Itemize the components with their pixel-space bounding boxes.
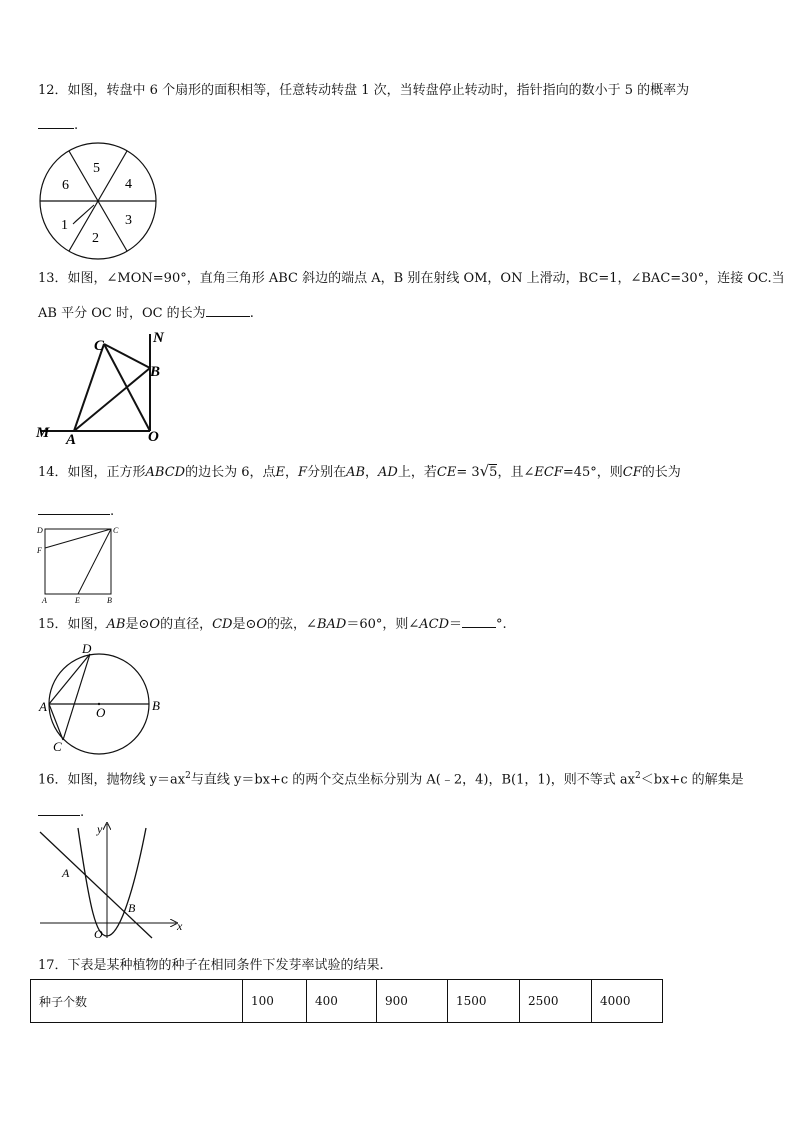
q13-stem-1: 13．如图，∠MON=90°，直角三角形 ABC 斜边的端点 A，B 别在射线 OM，ON 上滑动，BC=1，∠BAC=30°，连接 OC.当 xyxy=(38,271,785,286)
q13-label-O: O xyxy=(148,429,159,445)
q15-part: 的弦，∠ xyxy=(267,617,317,632)
q14-part: 的长为 xyxy=(641,465,681,480)
sector-label-6: 6 xyxy=(62,178,69,193)
q16-label-A: A xyxy=(62,866,70,880)
table-cell: 400 xyxy=(307,980,377,1023)
q14-label-E: E xyxy=(75,596,80,605)
q14-label-F: F xyxy=(37,546,42,555)
q14-part: ， xyxy=(365,465,379,480)
q14-label-A: A xyxy=(42,596,47,605)
q13-label-M: M xyxy=(36,425,50,441)
q13-stem-2: AB 平分 OC 时，OC 的长为 xyxy=(38,306,206,321)
sector-label-4: 4 xyxy=(125,177,132,192)
q14-label-C: C xyxy=(113,526,119,535)
q16-label-B: B xyxy=(128,901,136,915)
table-header-cell: 种子个数 xyxy=(31,980,243,1023)
q14-point-f: F xyxy=(298,465,308,480)
table-cell: 4000 xyxy=(592,980,663,1023)
sector-label-1: 1 xyxy=(61,218,68,233)
q13-triangle-figure xyxy=(34,330,174,446)
q16-text xyxy=(38,767,744,789)
q15-answer-blank[interactable] xyxy=(462,613,496,628)
q15-part: 15．如图， xyxy=(38,617,107,632)
q16-answer-blank[interactable] xyxy=(38,801,80,816)
q15-label-B: B xyxy=(152,698,160,713)
q14-part: ，且∠ xyxy=(497,465,535,480)
q14-side-ab: AB xyxy=(346,465,366,480)
q14-answer-line xyxy=(38,500,114,521)
q14-label-B: B xyxy=(107,596,112,605)
q14-answer-blank[interactable] xyxy=(38,500,110,515)
q12-spinner-figure xyxy=(36,142,160,262)
q13-label-B: B xyxy=(150,364,161,380)
q16-exponent: 2 xyxy=(185,771,191,781)
q15-circle-o: O xyxy=(256,617,268,632)
q14-side-ad: AD xyxy=(378,465,398,480)
table-cell: 100 xyxy=(243,980,307,1023)
q15-part: 是⊙ xyxy=(232,617,257,632)
q15-label-C: C xyxy=(53,739,62,754)
q16-graph-figure xyxy=(34,820,194,944)
q14-part: 的边长为 6，点 xyxy=(185,465,276,480)
q16-part: ＜bx+c 的解集是 xyxy=(640,772,744,788)
q14-point-e: E xyxy=(275,465,286,480)
q13-label-A: A xyxy=(66,432,77,446)
q16-part: 16．如图，抛物线 y＝ax xyxy=(38,772,186,788)
q15-angle-acd: ACD xyxy=(419,617,450,632)
sector-label-5: 5 xyxy=(93,161,100,176)
q14-text xyxy=(38,462,681,482)
q15-label-O: O xyxy=(96,705,106,720)
q15-chord-cd: CD xyxy=(212,617,233,632)
q13-text-line1 xyxy=(38,270,785,288)
q14-segment-cf: CF xyxy=(622,465,642,480)
q14-radicand: 5 xyxy=(489,465,498,480)
q15-part: 的直径， xyxy=(160,617,213,632)
q14-square-figure xyxy=(34,522,124,606)
q13-answer-blank[interactable] xyxy=(206,302,250,317)
q14-square-name: ABCD xyxy=(145,465,186,480)
q14-part: ， xyxy=(285,465,299,480)
q13-text-line2 xyxy=(38,302,254,323)
q15-part: ＝ xyxy=(449,617,463,632)
q15-diameter-ab: AB xyxy=(106,617,126,632)
q16-exponent: 2 xyxy=(634,771,641,781)
sqrt-symbol: √ xyxy=(479,462,490,480)
q12-stem: 12．如图，转盘中 6 个扇形的面积相等，任意转动转盘 1 次，当转盘停止转动时，指针指向的数小于 5 的概率为 xyxy=(38,83,690,98)
q14-segment-ce: CE xyxy=(436,465,457,480)
table-cell: 900 xyxy=(377,980,448,1023)
q16-part: 与直线 y＝bx+c 的两个交点坐标分别为 A(﹣2，4)，B(1，1)，则不等式 ax xyxy=(190,772,635,788)
q13-end: . xyxy=(249,306,254,321)
q15-label-A: A xyxy=(39,699,47,714)
q14-part: = 3 xyxy=(456,465,480,480)
q15-circle-o: O xyxy=(149,617,161,632)
q16-label-x: x xyxy=(177,919,183,933)
table-row xyxy=(31,980,663,1023)
parabola xyxy=(78,828,146,936)
q16-answer-line xyxy=(38,801,84,822)
sector-label-3: 3 xyxy=(125,213,132,228)
q16-end: . xyxy=(80,805,85,820)
q12-text xyxy=(38,82,689,100)
q15-end: °. xyxy=(496,617,507,632)
q12-answer-blank[interactable] xyxy=(38,114,74,129)
table-cell: 2500 xyxy=(520,980,592,1023)
table-cell: 1500 xyxy=(448,980,520,1023)
q15-circle-figure xyxy=(36,640,166,756)
q14-part: 14．如图，正方形 xyxy=(38,465,146,480)
q15-part: 是⊙ xyxy=(125,617,150,632)
q15-part: ＝60°，则∠ xyxy=(346,617,420,632)
q13-label-N: N xyxy=(153,330,164,346)
q17-stem: 17．下表是某种植物的种子在相同条件下发芽率试验的结果. xyxy=(38,958,384,973)
q17-text xyxy=(38,957,384,975)
q14-angle-ecf: ECF xyxy=(534,465,563,480)
seed-germination-table xyxy=(30,979,663,1023)
q13-label-C: C xyxy=(94,338,105,354)
q14-part: 上，若 xyxy=(397,465,437,480)
q14-part: =45°，则 xyxy=(562,465,623,480)
q14-part: 分别在 xyxy=(307,465,347,480)
q16-label-O: O xyxy=(94,927,103,941)
q14-end: . xyxy=(110,504,115,519)
q15-angle-bad: BAD xyxy=(316,617,347,632)
q16-label-y: y xyxy=(97,822,103,836)
q15-text xyxy=(38,613,507,634)
q15-label-D: D xyxy=(82,641,92,656)
q14-label-D: D xyxy=(37,526,43,535)
sector-label-2: 2 xyxy=(92,231,99,246)
q12-answer-line xyxy=(38,114,78,135)
q12-end: . xyxy=(74,118,79,133)
